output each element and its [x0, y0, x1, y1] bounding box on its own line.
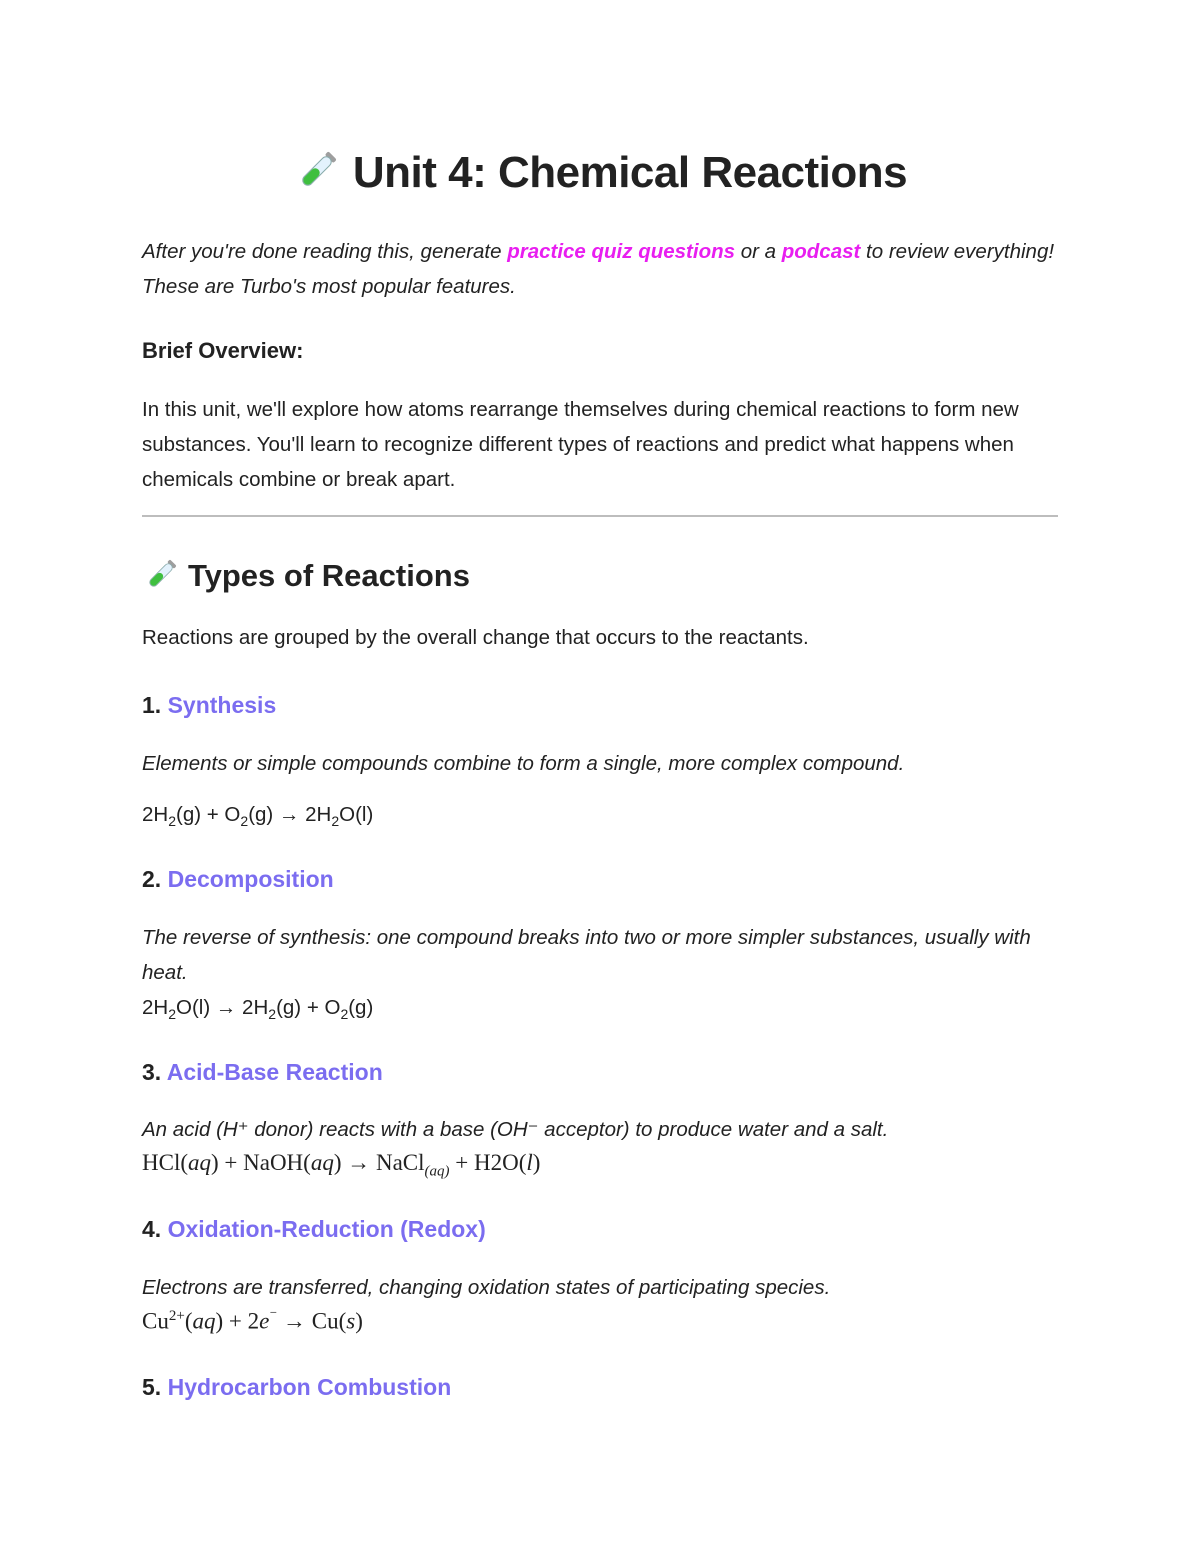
- reaction-number: 5.: [142, 1374, 162, 1400]
- reaction-heading-acid-base: [142, 1059, 383, 1086]
- reaction-name[interactable]: Synthesis: [167, 692, 277, 718]
- test-tube-icon: [142, 556, 180, 594]
- reaction-heading-combustion: [142, 1374, 451, 1401]
- reaction-name[interactable]: Decomposition: [167, 866, 334, 892]
- page-title: [142, 148, 1058, 199]
- reaction-equation: HCl(aq) + NaOH(aq) → NaCl$_{(aq)}$ + H2O(l): [142, 1150, 541, 1180]
- reaction-heading-decomposition: [142, 866, 334, 893]
- reaction-description: Elements or simple compounds combine to form a single, more complex compound.: [142, 752, 905, 775]
- section-heading-text: Types of Reactions: [188, 558, 470, 593]
- overview-text: In this unit, we'll explore how atoms rearrange themselves during chemical reactions to form new substances. You'll learn to recognize different types of reactions and predict what happens when chemicals combine or break apart.: [142, 398, 1019, 491]
- reaction-equation: $2H_2O(l) \to 2H_2(g) + O_2(g)$: [142, 996, 374, 1023]
- intro-paragraph: [142, 234, 1058, 304]
- divider: [142, 515, 1058, 517]
- section-intro: Reactions are grouped by the overall change that occurs to the reactants.: [142, 626, 809, 649]
- title-text: Unit 4: Chemical Reactions: [352, 148, 908, 197]
- reaction-number: 2.: [142, 866, 162, 892]
- reaction-description: The reverse of synthesis: one compound breaks into two or more simpler substances, usually with heat.: [142, 926, 1031, 984]
- reaction-name[interactable]: Hydrocarbon Combustion: [167, 1374, 452, 1400]
- reaction-number: 4.: [142, 1216, 162, 1242]
- section-heading: [142, 558, 470, 597]
- practice-quiz-link[interactable]: practice quiz questions: [507, 240, 736, 263]
- reaction-number: 3.: [142, 1059, 162, 1085]
- reaction-number: 1.: [142, 692, 162, 718]
- reaction-name[interactable]: Oxidation-Reduction (Redox): [167, 1216, 486, 1242]
- reaction-name[interactable]: Acid-Base Reaction: [166, 1059, 383, 1085]
- intro-text-3: to review everything! These are Turbo's most popular features.: [142, 240, 1055, 298]
- overview-heading: Brief Overview:: [142, 338, 304, 363]
- intro-text-1: After you're done reading this, generate: [142, 240, 508, 263]
- reaction-heading-redox: [142, 1216, 486, 1243]
- test-tube-icon: [293, 147, 341, 195]
- reaction-equation: $2H_2(g) + O_2(g) \to 2H_2O(l)$: [142, 803, 374, 830]
- reaction-heading-synthesis: [142, 692, 276, 719]
- reaction-description: Electrons are transferred, changing oxidation states of participating species.: [142, 1276, 831, 1299]
- reaction-description: An acid (H⁺ donor) reacts with a base (OH⁻ acceptor) to produce water and a salt.: [142, 1118, 889, 1141]
- podcast-link[interactable]: podcast: [781, 240, 861, 263]
- intro-text-2: or a: [735, 240, 782, 263]
- reaction-equation: $Cu^{2+}(aq) + 2e^{^-} \to Cu(s)$: [142, 1308, 363, 1334]
